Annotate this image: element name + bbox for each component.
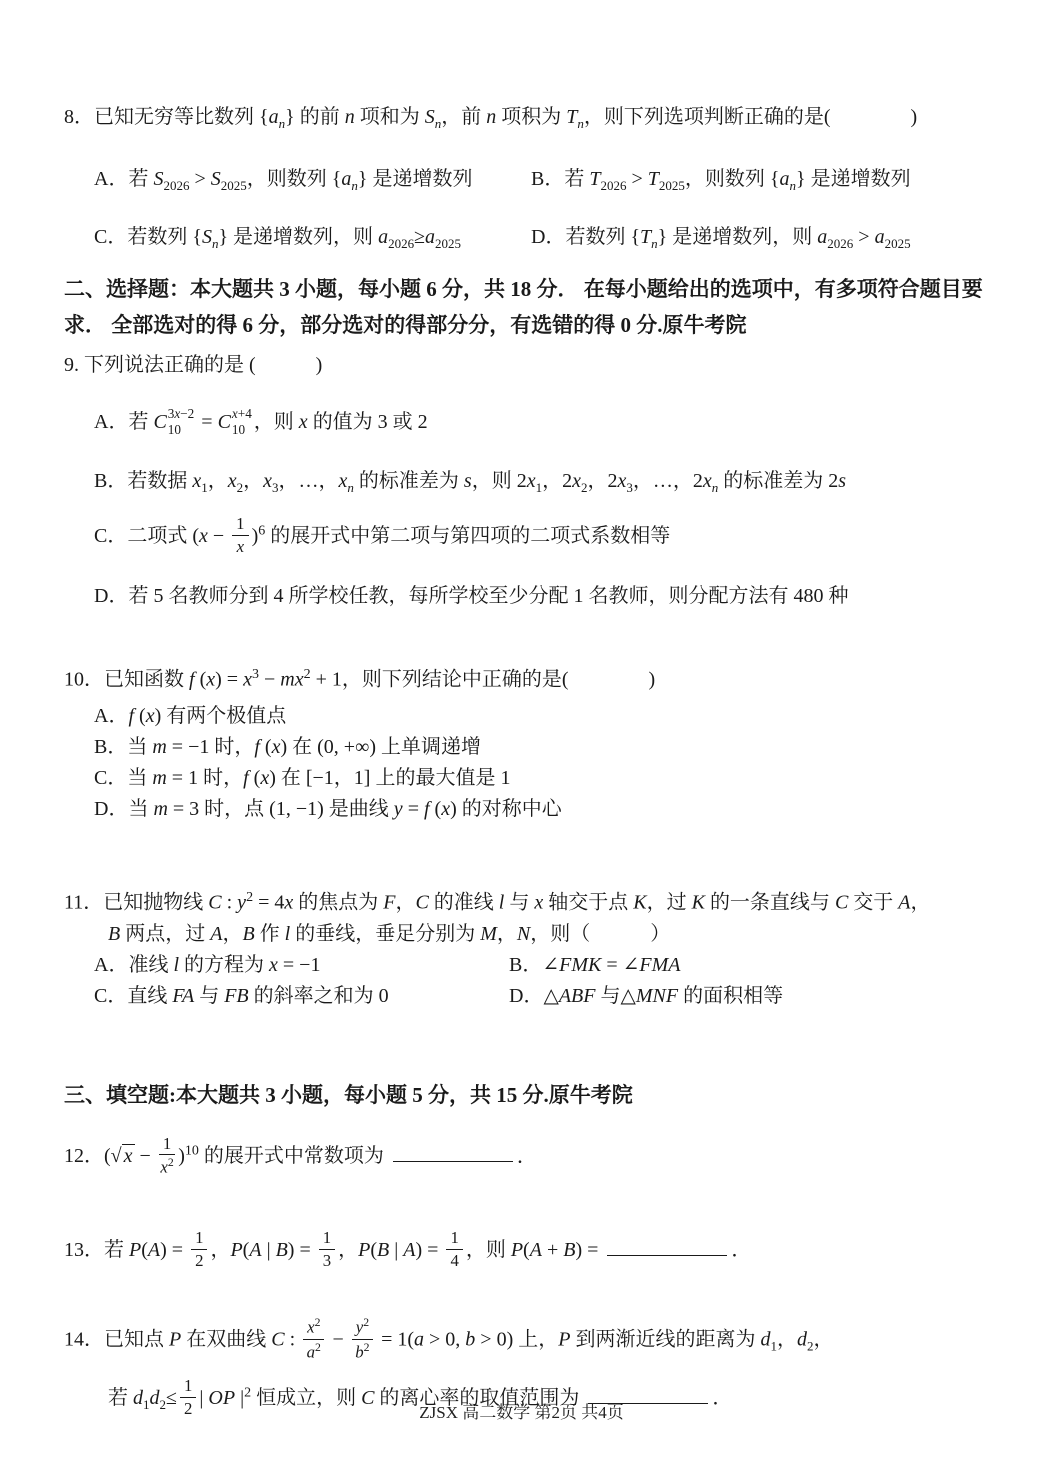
question-14-tail: ． (712, 1387, 733, 1410)
question-11-option-a: A．准线 l 的方程为 x = −1 (94, 953, 321, 976)
question-10 (64, 664, 985, 826)
question-14-text: 若 $d_1d_2\le$ $\frac{1}{2}$ | OP $|^2$ 恒成立，则 C 的离心率的取值范围为 (108, 1376, 580, 1419)
question-8 (64, 102, 985, 254)
question-14-line-1: 14．已知点 P 在双曲线 C : $\frac{x^2}{a^2}$ − $\frac{y^2}{b^2}$ = 1(a > 0, b > 0) 上，P 到两渐近线的距离为 $d_1$，$d_2$， (64, 1316, 834, 1362)
question-10-option-a: A．f (x) 有两个极值点 (94, 705, 287, 728)
question-9-option-d: D．若 5 名教师分到 4 所学校任教，每所学校至少分配 1 名教师，则分配方法有 480 种 (94, 584, 849, 607)
section-3-header-line-1: 三、填空题:本大题共 3 小题，每小题 5 分，共 15 分.原牛考院 (64, 1082, 633, 1107)
page-footer: ZJSX 高二数学 第2页 共4页 (419, 1402, 624, 1422)
question-13 (64, 1227, 985, 1273)
question-13-tail: ． (731, 1238, 752, 1261)
question-11-option-b: B．∠FMK = ∠FMA (509, 953, 681, 976)
question-10-option-b: B．当 m = −1 时，f (x) 在 (0, +∞) 上单调递增 (94, 736, 482, 759)
question-11-stem-line-1: 11．已知抛物线 C : $y^2 = 4x$ 的焦点为 F，C 的准线 l 与 x 轴交于点 K，过 K 的一条直线与 C 交于 A， (64, 890, 931, 914)
question-8-options-row-2 (64, 222, 985, 254)
question-8-stem: 8．已知无穷等比数列 $\{a_n\}$ 的前 n 项和为 $S_n$，前 n 项积为 $T_n$，则下列选项判断正确的是( ) (64, 106, 918, 131)
question-9-stem: 9. 下列说法正确的是 ( ) (64, 353, 323, 376)
question-10-option-d: D．当 m = 3 时，点 (1, −1) 是曲线 y = f (x) 的对称中心 (94, 798, 562, 821)
question-11-options-row-2 (64, 981, 985, 1012)
question-11-options-row-1 (64, 950, 985, 981)
question-8-option-d: D．若数列 $\{T_n\}$ 是递增数列，则 $a_{2026} > a_{2025}$ (531, 226, 911, 252)
question-12-answer-blank (393, 1142, 513, 1162)
question-13-answer-blank (607, 1236, 727, 1256)
section-3-header (64, 1078, 985, 1114)
section-2-header-line-1: 二、选择题：本大题共 3 小题，每小题 6 分，共 18 分． 在每小题给出的选项中，有多项符合题目要 (64, 277, 983, 302)
question-12 (64, 1133, 985, 1180)
question-8-options-row-1 (64, 164, 985, 196)
question-9 (64, 350, 985, 612)
question-11-stem-line-2: B 两点，过 A，B 作 l 的垂线，垂足分别为 M，N，则（ ） (108, 922, 671, 945)
question-9-option-b: B．若数据 $x_1$，$x_2$，$x_3$，…，$x_n$ 的标准差为 s，则 $2x_1$，$2x_2$，$2x_3$，…，$2x_n$ 的标准差为 2s (94, 469, 847, 495)
question-11-option-c: C．直线 FA 与 FB 的斜率之和为 0 (94, 984, 389, 1007)
question-9-option-c: C．二项式 (x − $\frac{1}{x}$ )$^6$ 的展开式中第二项与第四项的二项式系数相等 (94, 513, 671, 556)
question-8-option-a: A．若 $S_{2026} > S_{2025}$，则数列 $\{a_n\}$ 是递增数列 (94, 168, 473, 194)
question-12-tail: ． (516, 1145, 537, 1168)
section-2-header-line-2: 求． 全部选对的得 6 分，部分选对的得部分分，有选错的得 0 分.原牛考院 (64, 313, 747, 338)
question-12-text: 12．(√ x − $\frac{1}{x^2}$ )$^{10}$ 的展开式中常数项为 (64, 1133, 384, 1177)
question-8-option-c: C．若数列 $\{S_n\}$ 是递增数列，则 $a_{2026}\ge a_{2025}$ (94, 226, 462, 252)
question-13-line (64, 1227, 985, 1273)
section-2-header (64, 272, 985, 343)
question-10-option-c: C．当 m = 1 时，f (x) 在 [−1，1] 上的最大值是 1 (94, 767, 511, 790)
question-9-option-a: A．若 C 3x−2 10 = C x+4 10 ，则 x 的值为 3 或 2 (94, 405, 428, 438)
question-13-text: 13．若 P(A) = $\frac{1}{2}$ ，P(A | B) = $\frac{1}{3}$ ，P(B | A) = $\frac{1}{4}$ ，则 P(A + B) = (64, 1227, 599, 1270)
question-11 (64, 887, 985, 1012)
question-12-line (64, 1133, 985, 1180)
question-8-option-b: B．若 $T_{2026} > T_{2025}$，则数列 $\{a_n\}$ 是递增数列 (531, 168, 911, 194)
question-11-option-d: D．△ABF 与△MNF 的面积相等 (509, 984, 784, 1007)
question-10-stem: 10．已知函数 f $(x) = x^3 - mx^2 + 1$，则下列结论中正确的是( ) (64, 666, 656, 691)
